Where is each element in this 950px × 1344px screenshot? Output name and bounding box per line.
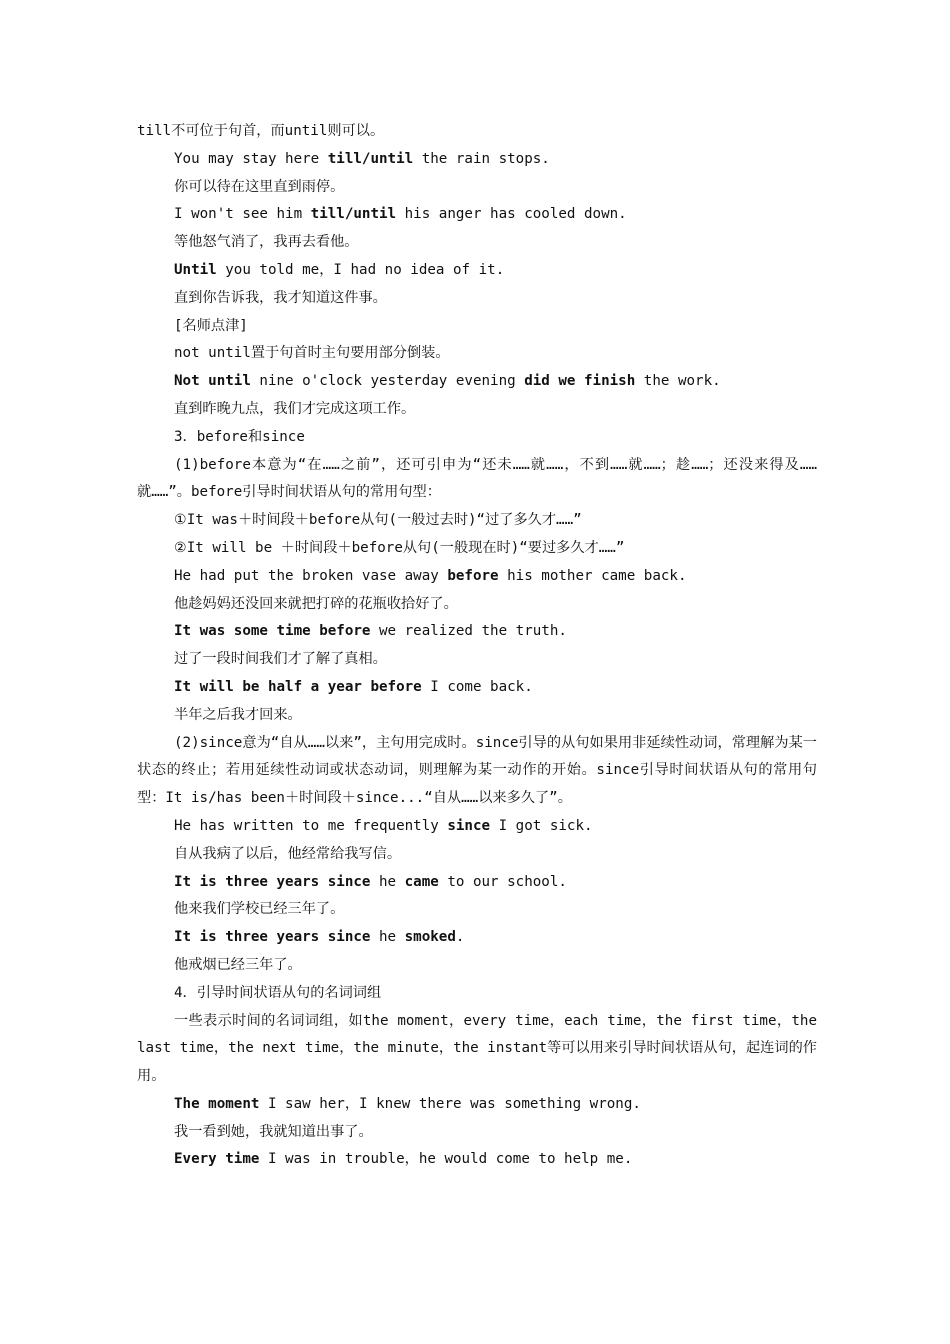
paragraph: [137, 1146, 817, 1174]
text-run: 过了一段时间我们才了解了真相。: [174, 651, 387, 668]
text-run: 3．before和since: [174, 428, 305, 445]
paragraph: [137, 730, 817, 813]
paragraph: [137, 313, 817, 341]
text-run: 他来我们学校已经三年了。: [174, 901, 345, 918]
paragraph: [137, 507, 817, 535]
text-run: his anger has cooled down.: [396, 206, 627, 223]
paragraph: [137, 896, 817, 924]
text-run: ②It will be ＋时间段＋before从句(一般现在时)“要过多久才……”: [174, 539, 625, 556]
text-run: He has written to me frequently: [174, 817, 448, 834]
paragraph: [137, 229, 817, 257]
text-run: I come back.: [421, 678, 533, 695]
paragraph: [137, 452, 817, 508]
paragraph: [137, 952, 817, 980]
paragraph: [137, 980, 817, 1008]
text-run: (1)before本意为“在……之前”，还可引申为“还未……就……，不到……就……；趁……；还没来得及……就……”。before引导时间状语从句的常用句型：: [137, 456, 817, 501]
text-run: you told me，I had no idea of it.: [216, 261, 505, 278]
paragraph: [137, 563, 817, 591]
paragraph: [137, 285, 817, 313]
bold-text: till/until: [327, 150, 414, 167]
paragraph: [137, 118, 817, 146]
text-run: he: [370, 873, 405, 890]
bold-text: came: [404, 873, 439, 890]
text-run: the rain stops.: [413, 150, 550, 167]
paragraph: [137, 813, 817, 841]
text-run: 你可以待在这里直到雨停。: [174, 178, 345, 195]
bold-text: Until: [174, 261, 217, 278]
paragraph: [137, 368, 817, 396]
text-run: nine o'clock yesterday evening: [250, 373, 525, 390]
paragraph: [137, 535, 817, 563]
text-run: the work.: [635, 373, 721, 390]
text-run: his mother came back.: [498, 567, 687, 584]
text-run: 4．引导时间状语从句的名词词组: [174, 984, 382, 1001]
bold-text: The moment: [174, 1095, 260, 1112]
text-run: 我一看到她，我就知道出事了。: [174, 1123, 373, 1140]
text-run: 直到昨晚九点，我们才完成这项工作。: [174, 400, 416, 417]
text-run: ①It was＋时间段＋before从句(一般过去时)“过了多久才……”: [174, 512, 582, 529]
bold-text: It is three years since: [174, 873, 371, 890]
text-run: .: [455, 929, 465, 946]
paragraph: [137, 591, 817, 619]
text-run: 他戒烟已经三年了。: [174, 956, 302, 973]
bold-text: till/until: [310, 206, 397, 223]
paragraph: [137, 841, 817, 869]
paragraph: [137, 702, 817, 730]
paragraph: [137, 1008, 817, 1091]
bold-text: It is three years since: [174, 929, 371, 946]
bold-text: before: [447, 567, 499, 584]
paragraph: [137, 174, 817, 202]
bold-text: Every time: [174, 1151, 260, 1168]
text-run: 半年之后我才回来。: [174, 706, 302, 723]
text-run: I saw her，I knew there was something wrong.: [259, 1095, 641, 1112]
bold-text: Not until: [174, 373, 251, 390]
paragraph: [137, 146, 817, 174]
text-run: 一些表示时间的名词词组，如the moment，every time，each time，the first time，the last time，the next time，the minute，the instant等可以用来引导时间状语从句，起连词的作用。: [137, 1012, 817, 1085]
text-run: You may stay here: [174, 150, 328, 167]
document-body: [137, 118, 817, 1174]
bold-text: smoked: [404, 929, 456, 946]
paragraph: [137, 424, 817, 452]
text-run: he: [370, 929, 405, 946]
paragraph: [137, 340, 817, 368]
bold-text: It will be half a year before: [174, 678, 422, 695]
bold-text: It was some time before: [174, 623, 371, 640]
text-run: I won't see him: [174, 206, 311, 223]
text-run: I got sick.: [490, 817, 593, 834]
paragraph: [137, 1091, 817, 1119]
paragraph: [137, 869, 817, 897]
text-run: till不可位于句首，而until则可以。: [137, 123, 385, 139]
text-run: not until置于句首时主句要用部分倒装。: [174, 345, 450, 362]
text-run: (2)since意为“自从……以来”，主句用完成时。since引导的从句如果用非延续性动词，常理解为某一状态的终止；若用延续性动词或状态动词，则理解为某一动作的开始。since引导时间状语从句的常用句型：It is/has been＋时间段＋since...“自从……以来多久了”。: [137, 734, 817, 807]
paragraph: [137, 646, 817, 674]
text-run: I was in trouble，he would come to help me.: [259, 1151, 633, 1168]
paragraph: [137, 924, 817, 952]
paragraph: [137, 674, 817, 702]
paragraph: [137, 1119, 817, 1147]
text-run: 自从我病了以后，他经常给我写信。: [174, 845, 402, 862]
paragraph: [137, 257, 817, 285]
text-run: [名师点津]: [174, 317, 248, 334]
text-run: 等他怒气消了，我再去看他。: [174, 234, 359, 251]
bold-text: since: [447, 817, 491, 834]
text-run: to our school.: [438, 873, 567, 890]
paragraph: [137, 396, 817, 424]
bold-text: did we finish: [524, 373, 636, 390]
paragraph: [137, 618, 817, 646]
text-run: He had put the broken vase away: [174, 567, 448, 584]
text-run: 他趁妈妈还没回来就把打碎的花瓶收拾好了。: [174, 595, 458, 612]
text-run: we realized the truth.: [370, 623, 567, 640]
paragraph: [137, 201, 817, 229]
text-run: 直到你告诉我，我才知道这件事。: [174, 289, 387, 306]
